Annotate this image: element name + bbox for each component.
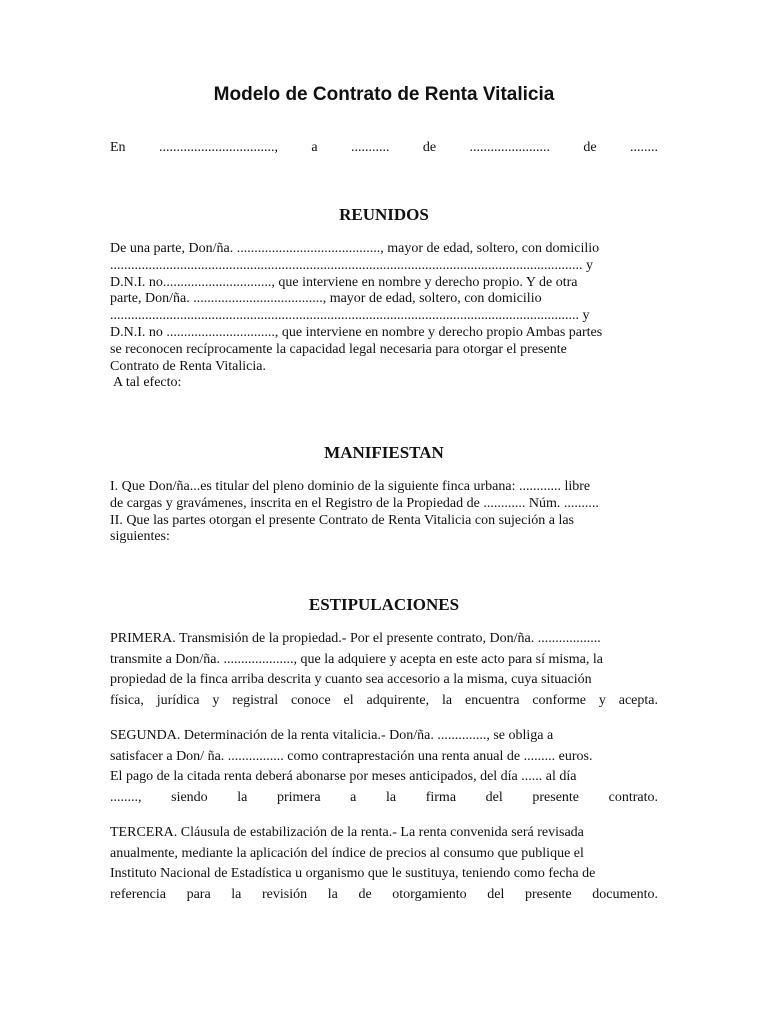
text-line: de cargas y gravámenes, inscrita en el Registro de la Propiedad de ............ Núm. .......... bbox=[110, 495, 599, 511]
date-line bbox=[110, 140, 658, 156]
text-line: transmite a Don/ña. ...................., que la adquiere y acepta en este acto para sí misma, la bbox=[110, 651, 603, 667]
text-line: anualmente, mediante la aplicación del índice de precios al consumo que publique el bbox=[110, 845, 584, 861]
heading-manifiestan: MANIFIESTAN bbox=[324, 443, 444, 462]
clause-primera bbox=[110, 629, 658, 711]
text-line: física, jurídica y registral conoce el adquirente, la encuentra conforme y acepta. bbox=[110, 692, 658, 708]
date-line-word: ................................., bbox=[158, 140, 278, 155]
document-title: Modelo de Contrato de Renta Vitalicia bbox=[213, 84, 555, 105]
date-line-word: ........... bbox=[350, 140, 390, 155]
text-line: Contrato de Renta Vitalicia. bbox=[110, 358, 266, 374]
text-line: parte, Don/ña. ....................................., mayor de edad, soltero, con domicilio bbox=[110, 291, 542, 307]
date-line-word: de bbox=[583, 140, 597, 155]
text-line: ........, siendo la primera a la firma del presente contrato. bbox=[110, 789, 658, 805]
heading-estipulaciones: ESTIPULACIONES bbox=[308, 595, 460, 614]
date-line-word: a bbox=[311, 140, 318, 155]
text-line: Instituto Nacional de Estadística u organismo que le sustituya, teniendo como fecha de bbox=[110, 866, 596, 882]
text-line: De una parte, Don/ña. ........................................., mayor de edad, soltero, con domicilio bbox=[110, 241, 600, 256]
text-line: propiedad de la finca arriba descrita y cuanto sea accesorio a la misma, cuya situación bbox=[110, 672, 592, 688]
text-line: II. Que las partes otorgan el presente Contrato de Renta Vitalicia con sujeción a las bbox=[110, 512, 574, 528]
text-line: referencia para la revisión la de otorgamiento del presente documento. bbox=[110, 886, 658, 902]
date-line-word: En bbox=[110, 140, 126, 155]
reunidos-paragraph bbox=[110, 241, 658, 392]
text-line: ....................................................................................................................................... y bbox=[110, 257, 593, 273]
clause-tercera bbox=[110, 823, 658, 905]
text-line: SEGUNDA. Determinación de la renta vitalicia.- Don/ña. .............., se obliga a bbox=[110, 728, 554, 743]
text-line: D.N.I. no ..............................., que interviene en nombre y derecho propio Ambas partes bbox=[110, 324, 603, 340]
date-line-word: de bbox=[422, 140, 437, 155]
text-line: PRIMERA. Transmisión de la propiedad.- Por el presente contrato, Don/ña. .................. bbox=[110, 631, 601, 646]
text-line: TERCERA. Cláusula de estabilización de la renta.- La renta convenida será revisada bbox=[110, 825, 584, 840]
heading-reunidos: REUNIDOS bbox=[339, 205, 429, 224]
text-line: ...................................................................................................................................... y bbox=[110, 308, 590, 324]
text-line: I. Que Don/ña...es titular del pleno dominio de la siguiente finca urbana: ............ libre bbox=[110, 479, 591, 494]
date-line-word: ........ bbox=[629, 140, 658, 155]
text-line: siguientes: bbox=[110, 529, 170, 545]
closing-line: A tal efecto: bbox=[113, 375, 182, 391]
text-line: satisfacer a Don/ ña. ................ como contraprestación una renta anual de ......... euros. bbox=[110, 748, 593, 764]
clause-segunda bbox=[110, 726, 658, 808]
text-line: D.N.I. no..............................., que interviene en nombre y derecho propio. Y de otra bbox=[110, 274, 578, 290]
text-line: El pago de la citada renta deberá abonarse por meses anticipados, del día ...... al día bbox=[110, 769, 577, 785]
date-line-word: ....................... bbox=[469, 140, 550, 155]
manifiestan-paragraph bbox=[110, 479, 658, 546]
text-line: se reconocen recíprocamente la capacidad legal necesaria para otorgar el presente bbox=[110, 341, 567, 357]
